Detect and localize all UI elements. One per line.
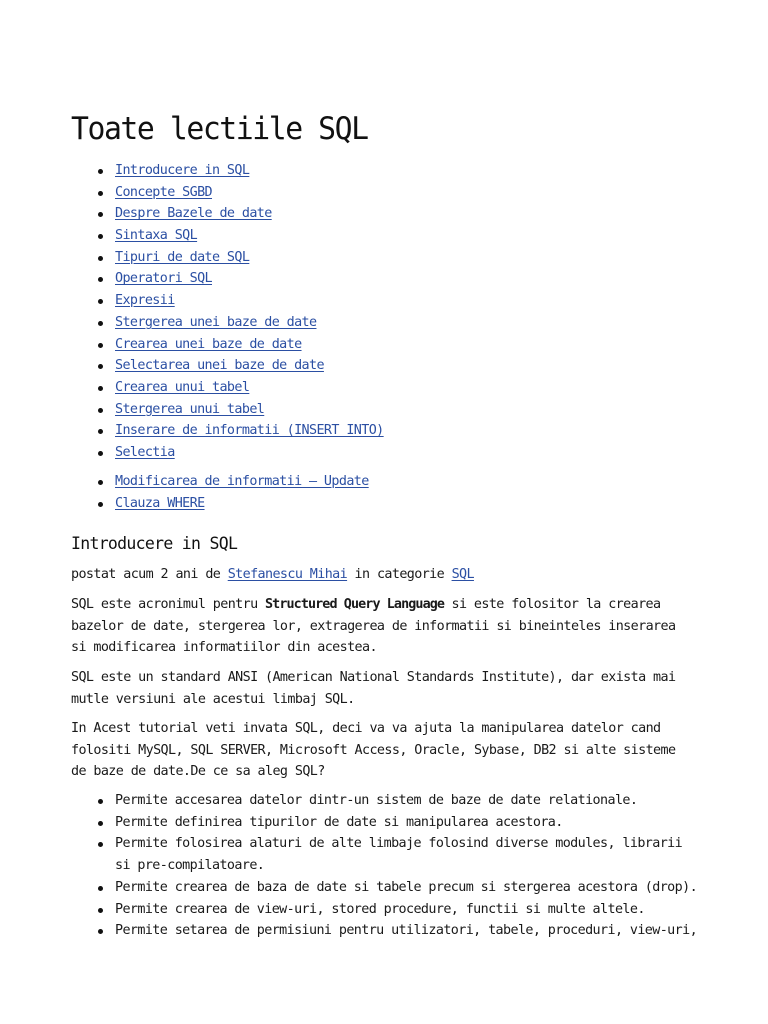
bullet-text: Permite setarea de permisiuni pentru utilizatori, tabele, proceduri, view-uri, — [115, 923, 698, 939]
list-item — [71, 268, 384, 290]
category-link[interactable]: SQL — [451, 567, 474, 582]
bullet-text-continued: si pre-compilatoare. — [115, 858, 265, 874]
author-link[interactable]: Stefanescu Mihai — [227, 567, 348, 582]
lesson-link-crearea-tabel[interactable]: Crearea unui tabel — [115, 379, 250, 395]
para1-bold: Structured Query Language — [265, 597, 445, 612]
list-item — [71, 420, 384, 442]
paragraph-tutorial — [71, 718, 711, 783]
lessons-list — [71, 160, 384, 515]
list-item — [71, 812, 711, 834]
post-meta — [71, 564, 474, 586]
page-title: Toate lectiile SQL — [71, 111, 368, 147]
lesson-link-sintaxa[interactable]: Sintaxa SQL — [115, 228, 198, 244]
lesson-link-tipuri-date[interactable]: Tipuri de date SQL — [115, 249, 250, 265]
list-item — [71, 225, 384, 247]
paragraph-intro — [71, 594, 711, 659]
list-item — [71, 247, 384, 269]
list-item — [71, 442, 384, 464]
reasons-list — [71, 790, 711, 942]
bullet-text: Permite folosirea alaturi de alte limbaje folosind diverse modules, librarii — [115, 836, 683, 852]
para1-after: si este folositor la crearea — [444, 597, 661, 612]
list-item — [71, 471, 384, 493]
list-item — [71, 899, 711, 921]
lesson-link-expresii[interactable]: Expresii — [115, 293, 175, 309]
bullet-text: Permite crearea de baza de date si tabele precum si stergerea acestora (drop). — [115, 879, 698, 895]
lesson-link-despre-bazele[interactable]: Despre Bazele de date — [115, 206, 272, 222]
list-item — [71, 833, 711, 876]
para2-line1: SQL este un standard ANSI (American National Standards Institute), dar exista mai — [71, 670, 676, 685]
para1-before: SQL este acronimul pentru — [71, 597, 266, 612]
bullet-text: Permite definirea tipurilor de date si manipularea acestora. — [115, 814, 563, 830]
lesson-link-inserare[interactable]: Inserare de informatii (INSERT INTO) — [115, 423, 384, 439]
lesson-link-update[interactable]: Modificarea de informatii – Update — [115, 474, 369, 490]
lesson-link-selectarea-bazei[interactable]: Selectarea unei baze de date — [115, 358, 324, 374]
meta-middle: in categorie — [347, 567, 452, 582]
lesson-link-operatori[interactable]: Operatori SQL — [115, 271, 213, 287]
list-item — [71, 399, 384, 421]
list-item — [71, 790, 711, 812]
paragraph-ansi — [71, 667, 711, 710]
list-item — [71, 160, 384, 182]
lesson-link-stergerea-bazei[interactable]: Stergerea unei baze de date — [115, 314, 317, 330]
para1-line2: bazelor de date, stergerea lor, extragerea de informatii si bineinteles inserarea — [71, 618, 676, 634]
lesson-link-concepte-sgbd[interactable]: Concepte SGBD — [115, 184, 213, 200]
list-item — [71, 920, 711, 942]
lesson-link-where[interactable]: Clauza WHERE — [115, 495, 205, 511]
lesson-link-crearea-bazei[interactable]: Crearea unei baze de date — [115, 336, 302, 352]
list-item — [71, 334, 384, 356]
list-item — [71, 290, 384, 312]
para1-line3: si modificarea informatiilor din acestea. — [71, 640, 377, 656]
meta-prefix: postat acum 2 ani de — [71, 567, 228, 582]
list-item — [71, 182, 384, 204]
para2-line2: mutle versiuni ale acestui limbaj SQL. — [71, 691, 355, 707]
para3-line2: folositi MySQL, SQL SERVER, Microsoft Access, Oracle, Sybase, DB2 si alte sisteme — [71, 742, 676, 758]
lesson-link-selectia[interactable]: Selectia — [115, 444, 175, 460]
article-title: Introducere in SQL — [71, 534, 238, 553]
list-item — [71, 493, 384, 515]
lesson-link-stergerea-tabel[interactable]: Stergerea unui tabel — [115, 401, 265, 417]
list-item — [71, 877, 711, 899]
list-item — [71, 355, 384, 377]
list-item — [71, 312, 384, 334]
list-item — [71, 203, 384, 225]
lesson-link-introducere[interactable]: Introducere in SQL — [115, 163, 250, 178]
para3-line1: In Acest tutorial veti invata SQL, deci va va ajuta la manipularea datelor cand — [71, 721, 661, 736]
bullet-text: Permite accesarea datelor dintr-un sistem de baze de date relationale. — [115, 793, 638, 808]
list-item — [71, 377, 384, 399]
bullet-text: Permite crearea de view-uri, stored procedure, functii si multe altele. — [115, 901, 645, 917]
para3-line3: de baze de date.De ce sa aleg SQL? — [71, 764, 325, 780]
